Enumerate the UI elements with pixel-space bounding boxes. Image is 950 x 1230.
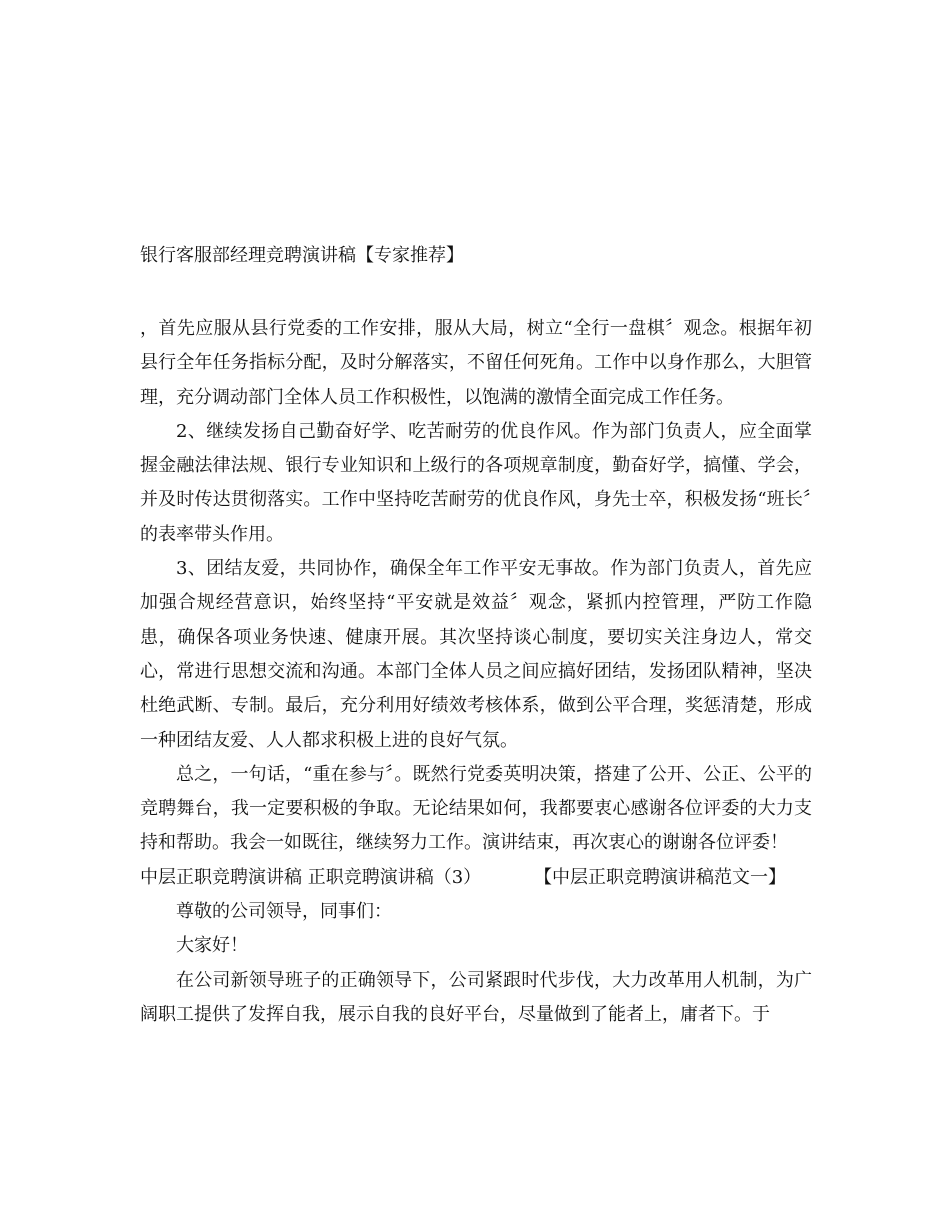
paragraph-1: ，首先应服从县行党委的工作安排，服从大局，树立“全行一盘棋〞观念。根据年初县行全年任务指标分配，及时分解落实，不留任何死角。工作中以身作那么，大胆管理，充分调动部门全体人员工作积极性，以饱满的激情全面完成工作任务。: [140, 318, 812, 408]
document-title: 银行客服部经理竞聘演讲稿【专家推荐】: [140, 245, 464, 266]
paragraph-4: 总之，一句话，“重在参与〞。既然行党委英明决策，搭建了公开、公正、公平的竞聘舞台，我一定要积极的争取。无论结果如何，我都要衷心感谢各位评委的大力支持和帮助。我会一如既往，继续努力工作。演讲结束，再次衷心的谢谢各位评委！: [140, 763, 812, 854]
greeting: 大家好！: [176, 935, 248, 957]
document-body: [140, 312, 812, 1032]
section-subheading: [140, 861, 812, 895]
paragraph-3: 3、团结友爱，共同协作，确保全年工作平安无事故。作为部门负责人，首先应加强合规经营意识，始终坚持“平安就是效益〞观念，紧抓内控管理，严防工作隐患，确保各项业务快速、健康开展。其次坚持谈心制度，要切实关注身边人，常交心，常进行思想交流和沟通。本部门全体人员之间应搞好团结，发扬团队精神，坚决杜绝武断、专制。最后，充分利用好绩效考核体系，做到公平合理，奖惩清楚，形成一种团结友爱、人人都求积极上进的良好气氛。: [140, 558, 812, 751]
subheading-left: 中层正职竞聘演讲稿 正职竞聘演讲稿（3）: [140, 866, 482, 888]
salutation: 尊敬的公司领导，同事们：: [176, 901, 392, 923]
paragraph-2: 2、继续发扬自己勤奋好学、吃苦耐劳的优良作风。作为部门负责人，应全面掌握金融法律法规、银行专业知识和上级行的各项规章制度，勤奋好学，搞懂、学会，并及时传达贯彻落实。工作中坚持吃苦耐劳的优良作风，身先士卒，积极发扬“班长〞的表率带头作用。: [140, 420, 812, 545]
subheading-right: 【中层正职竞聘演讲稿范文一】: [534, 866, 786, 888]
paragraph-5: 在公司新领导班子的正确领导下，公司紧跟时代步伐，大力改革用人机制，为广阔职工提供了发挥自我，展示自我的良好平台，尽量做到了能者上，庸者下。于: [140, 969, 812, 1025]
